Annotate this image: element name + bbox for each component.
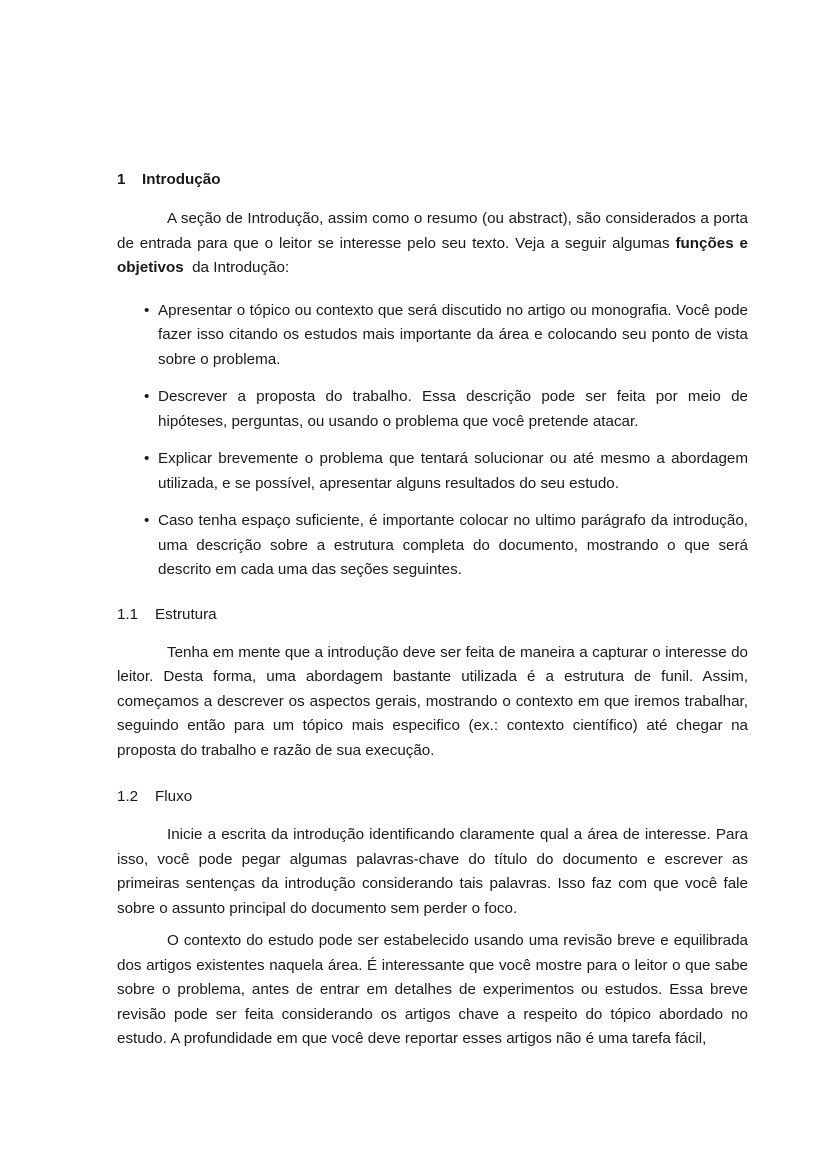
list-item — [117, 509, 748, 583]
intro-text: A seção de Introdução, assim como o resumo (ou abstract), são considerados a porta de entrada para que o leitor se interesse pelo seu texto. Veja a seguir algumas — [117, 210, 748, 252]
list-item-text: Explicar brevemente o problema que tentará solucionar ou até mesmo a abordagem utilizada, e se possível, apresentar alguns resultados do seu estudo. — [158, 450, 748, 492]
list-item-text: Apresentar o tópico ou contexto que será discutido no artigo ou monografia. Você pode fazer isso citando os estudos mais importante da área e colocando seu ponto de vista sobre o problema. — [158, 301, 748, 368]
subsection-heading-estrutura — [117, 603, 748, 627]
list-item-text: Descrever a proposta do trabalho. Essa descrição pode ser feita por meio de hipóteses, perguntas, ou usando o problema que você pretende atacar. — [158, 388, 748, 430]
intro-text-end: da Introdução: — [183, 259, 290, 276]
list-item — [117, 299, 748, 373]
intro-bold-text: funções e objetivos — [117, 234, 748, 276]
fluxo-paragraph-2: O contexto do estudo pode ser estabelecido usando uma revisão breve e equilibrada dos artigos existentes naquela área. É interessante que você mostre para o leitor o que sabe sobre o problema, antes de entrar em detalhes de experimentos ou estudos. Essa breve revisão pode ser feita considerando os artigos chave a respeito do tópico abordado no estudo. A profundidade em que você deve reportar esses artigos não é uma tarefa fácil, — [117, 932, 748, 1047]
page-content — [117, 168, 748, 1060]
subsection-heading-fluxo — [117, 785, 748, 809]
list-item-text: Caso tenha espaço suficiente, é importante colocar no ultimo parágrafo da introdução, uma descrição sobre a estrutura completa do documento, mostrando o que será descrito em cada uma das seções seguintes. — [158, 512, 748, 578]
intro-paragraph — [117, 207, 748, 281]
subsection-number: 1.1 — [117, 605, 139, 623]
subsection-title: Fluxo — [155, 788, 193, 805]
fluxo-paragraph-1: Inicie a escrita da introdução identificando claramente qual a área de interesse. Para isso, você pode pegar algumas palavras-chave do título do documento e escrever as primeiras sentenças da introdução considerando tais palavras. Isso faz com que você fale sobre o assunto principal do documento sem perder o foco. — [117, 826, 748, 917]
bullet-icon: • — [144, 512, 150, 529]
section-title: Introdução — [142, 171, 221, 188]
section-number: 1 — [117, 171, 126, 188]
objectives-list — [117, 299, 748, 583]
bullet-icon: • — [144, 388, 150, 405]
list-item — [117, 385, 748, 434]
subsection-number: 1.2 — [117, 788, 139, 805]
section-heading — [117, 168, 748, 192]
bullet-icon: • — [144, 301, 150, 319]
subsection-title: Estrutura — [155, 605, 217, 623]
bullet-icon: • — [144, 450, 150, 467]
list-item — [117, 447, 748, 496]
estrutura-paragraph: Tenha em mente que a introdução deve ser feita de maneira a capturar o interesse do leitor. Desta forma, uma abordagem bastante utilizada é a estrutura de funil. Assim, começamos a descrever os aspectos gerais, mostrando o contexto em que iremos trabalhar, seguindo então para um tópico mais especifico (ex.: contexto científico) até chegar na proposta do trabalho e razão de sua execução. — [117, 643, 748, 759]
